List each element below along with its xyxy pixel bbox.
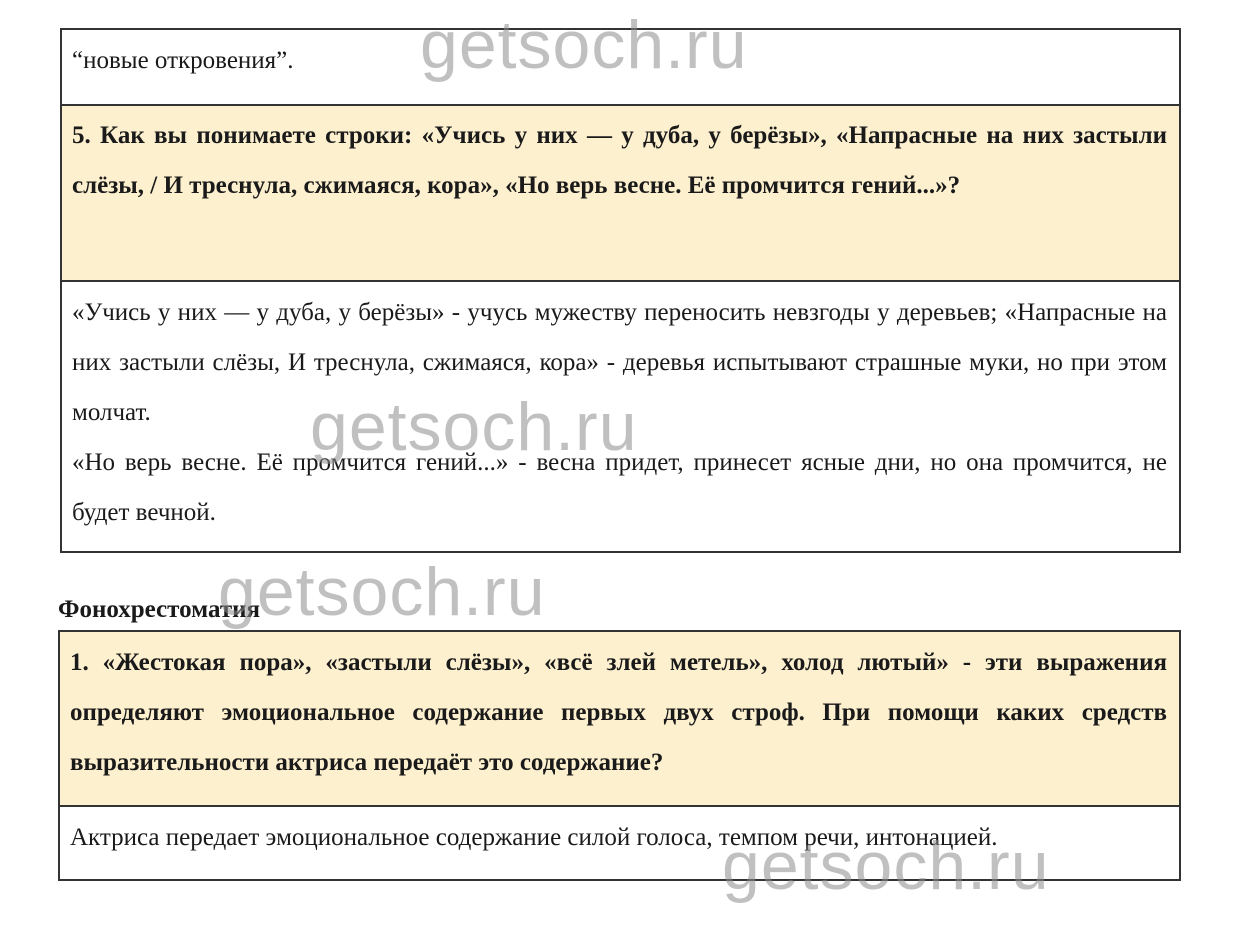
watermark: getsoch.ru (218, 554, 546, 630)
answer-continuation-row (62, 30, 1179, 104)
answer-1-text: Актриса передает эмоциональное содержание силой голоса, темпом речи, интонацией. (70, 824, 998, 851)
question-1-text: 1. «Жестокая пора», «застыли слёзы», «всё злей метель», холод лютый» - эти выражения определяют эмоциональное содержание первых двух строф. При помощи каких средств выразительности актриса передаёт это содержание? (70, 649, 1167, 776)
watermark: getsoch.ru (310, 389, 638, 465)
answer-5-paragraph-1: «Учись у них — у дуба, у берёзы» - учусь мужеству переносить невзгоды у деревьев; «Напрасные на них застыли слёзы, И треснула, сжимаяся, кора» - деревья испытывают страшные муки, но при этом молчат. (72, 299, 1167, 426)
question-5-row (62, 104, 1179, 280)
section-title: Фонохрестоматия (58, 596, 261, 623)
question-5-text: 5. Как вы понимаете строки: «Учись у них — у дуба, у берёзы», «Напрасные на них застыли слёзы, / И треснула, сжимаяся, кора», «Но верь весне. Её промчится гений...»? (72, 122, 1167, 199)
watermark: getsoch.ru (722, 828, 1050, 904)
answer-5-paragraph-2: «Но верь весне. Её промчится гений...» - весна придет, принесет ясные дни, но она промчится, не будет вечной. (72, 449, 1167, 526)
watermark: getsoch.ru (420, 7, 748, 83)
qa-table-2 (58, 630, 1181, 881)
qa-table-1 (60, 28, 1181, 553)
question-1-row (60, 632, 1179, 805)
answer-1-row (60, 805, 1179, 879)
answer-5-row (62, 280, 1179, 551)
answer-continuation-text: “новые откровения”. (72, 47, 294, 74)
